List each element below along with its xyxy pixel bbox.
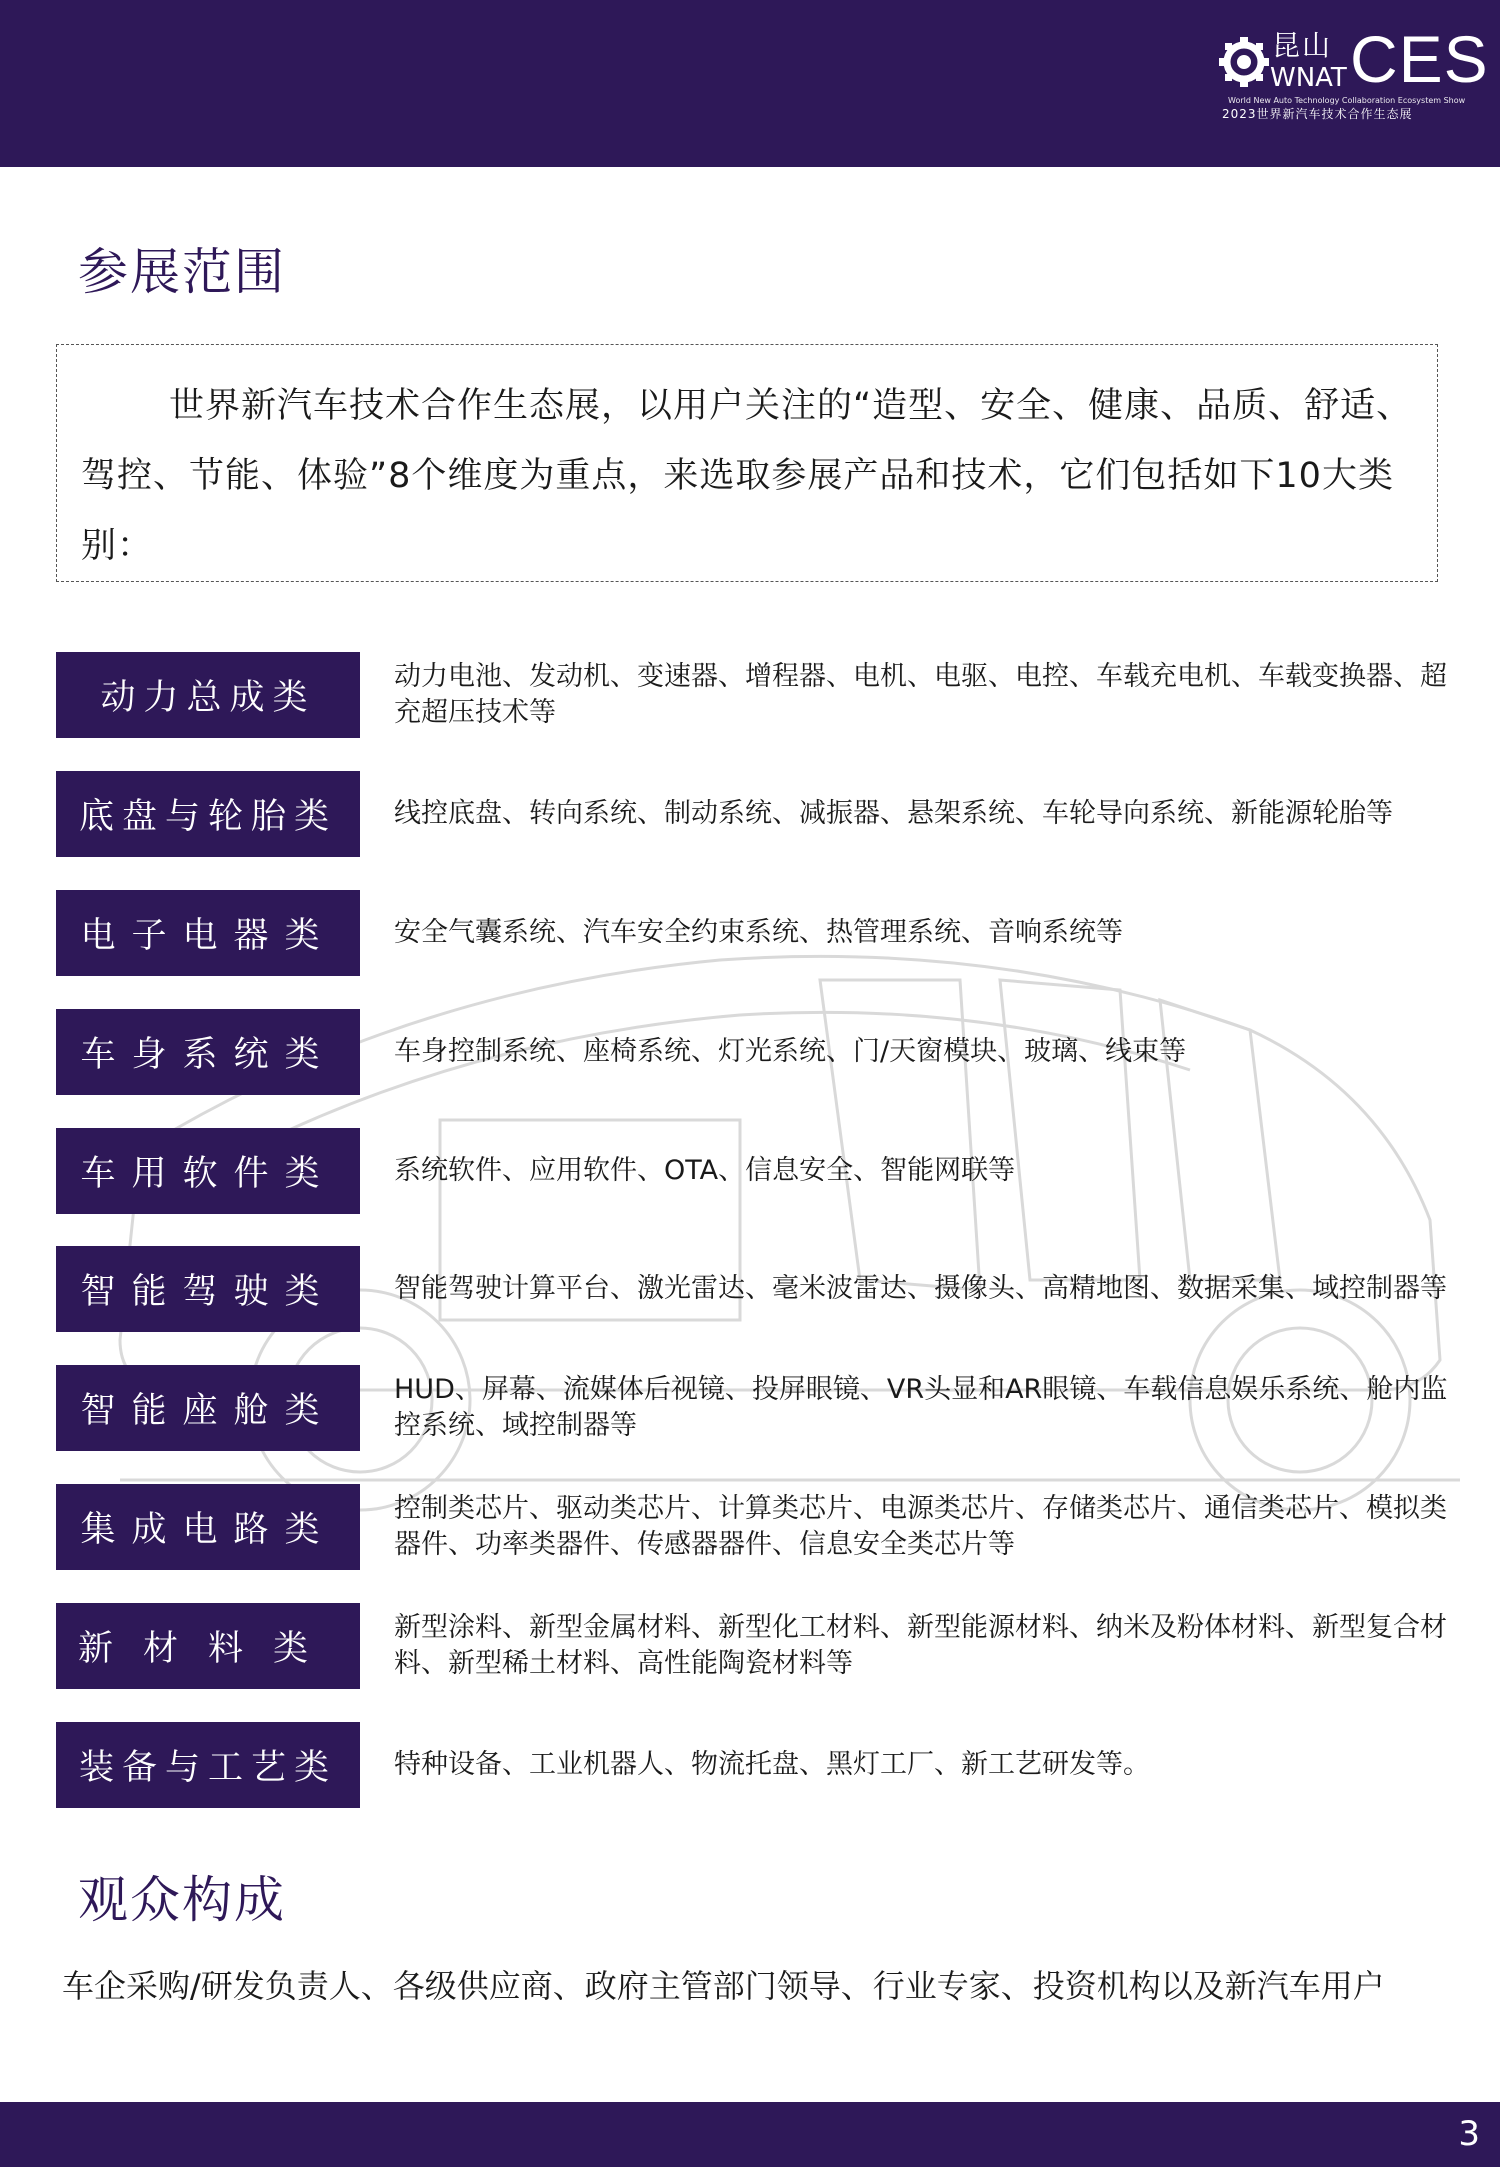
scope-title: 参展范围 <box>78 243 286 301</box>
category-label: 车身系统类 <box>56 1009 360 1095</box>
category-items: 新型涂料、新型金属材料、新型化工材料、新型能源材料、纳米及粉体材料、新型复合材料、新型稀土材料、高性能陶瓷材料等 <box>394 1612 1447 1679</box>
category-label: 集成电路类 <box>56 1484 360 1570</box>
category-row <box>56 652 1456 738</box>
category-row <box>56 1722 1456 1808</box>
category-items: 系统软件、应用软件、OTA、信息安全、智能网联等 <box>394 1155 1016 1186</box>
category-row <box>56 1365 1456 1451</box>
category-row <box>56 1603 1456 1689</box>
logo-english-text: World New Auto Technology Collaboration Ecosystem Show <box>1228 96 1466 105</box>
scope-intro: 世界新汽车技术合作生态展，以用户关注的“造型、安全、健康、品质、舒适、驾控、节能、体验”8个维度为重点，来选取参展产品和技术，它们包括如下10大类别： <box>56 344 1438 582</box>
logo-wnat-text: WNAT <box>1270 63 1347 93</box>
category-row <box>56 1128 1456 1214</box>
category-row <box>56 1246 1456 1332</box>
category-row <box>56 1484 1456 1570</box>
category-label: 电子电器类 <box>56 890 360 976</box>
logo-cn-text: 昆山 <box>1272 29 1333 62</box>
category-label: 底盘与轮胎类 <box>56 771 360 857</box>
category-row <box>56 1009 1456 1095</box>
category-items: 控制类芯片、驱动类芯片、计算类芯片、电源类芯片、存储类芯片、通信类芯片、模拟类器件、功率类器件、传感器器件、信息安全类芯片等 <box>394 1493 1447 1560</box>
category-label: 智能驾驶类 <box>56 1246 360 1332</box>
header-bar <box>0 0 1500 167</box>
audience-text: 车企采购/研发负责人、各级供应商、政府主管部门领导、行业专家、投资机构以及新汽车用户 <box>62 1967 1385 2005</box>
category-items: 线控底盘、转向系统、制动系统、减振器、悬架系统、车轮导向系统、新能源轮胎等 <box>394 798 1393 829</box>
category-items: 车身控制系统、座椅系统、灯光系统、门/天窗模块、玻璃、线束等 <box>394 1036 1187 1067</box>
category-items: 动力电池、发动机、变速器、增程器、电机、电驱、电控、车载充电机、车载变换器、超充超压技术等 <box>394 661 1447 728</box>
category-label: 装备与工艺类 <box>56 1722 360 1808</box>
category-items: HUD、屏幕、流媒体后视镜、投屏眼镜、VR头显和AR眼镜、车载信息娱乐系统、舱内监控系统、域控制器等 <box>394 1374 1448 1441</box>
category-label: 动力总成类 <box>56 652 360 738</box>
footer-bar <box>0 2102 1500 2167</box>
page-number: 3 <box>1458 2114 1480 2154</box>
category-label: 智能座舱类 <box>56 1365 360 1451</box>
audience-title: 观众构成 <box>78 1871 286 1929</box>
category-label: 新材料类 <box>56 1603 360 1689</box>
category-items: 智能驾驶计算平台、激光雷达、毫米波雷达、摄像头、高精地图、数据采集、域控制器等 <box>394 1273 1447 1304</box>
category-items: 特种设备、工业机器人、物流托盘、黑灯工厂、新工艺研发等。 <box>394 1749 1150 1780</box>
category-row <box>56 771 1456 857</box>
gear-icon <box>1218 36 1270 88</box>
category-row <box>56 890 1456 976</box>
wnatces-logo <box>1218 22 1489 128</box>
logo-ces-text: CES <box>1350 22 1489 96</box>
logo-subtitle: 2023世界新汽车技术合作生态展 <box>1222 107 1413 121</box>
category-items: 安全气囊系统、汽车安全约束系统、热管理系统、音响系统等 <box>394 917 1123 948</box>
category-label: 车用软件类 <box>56 1128 360 1214</box>
